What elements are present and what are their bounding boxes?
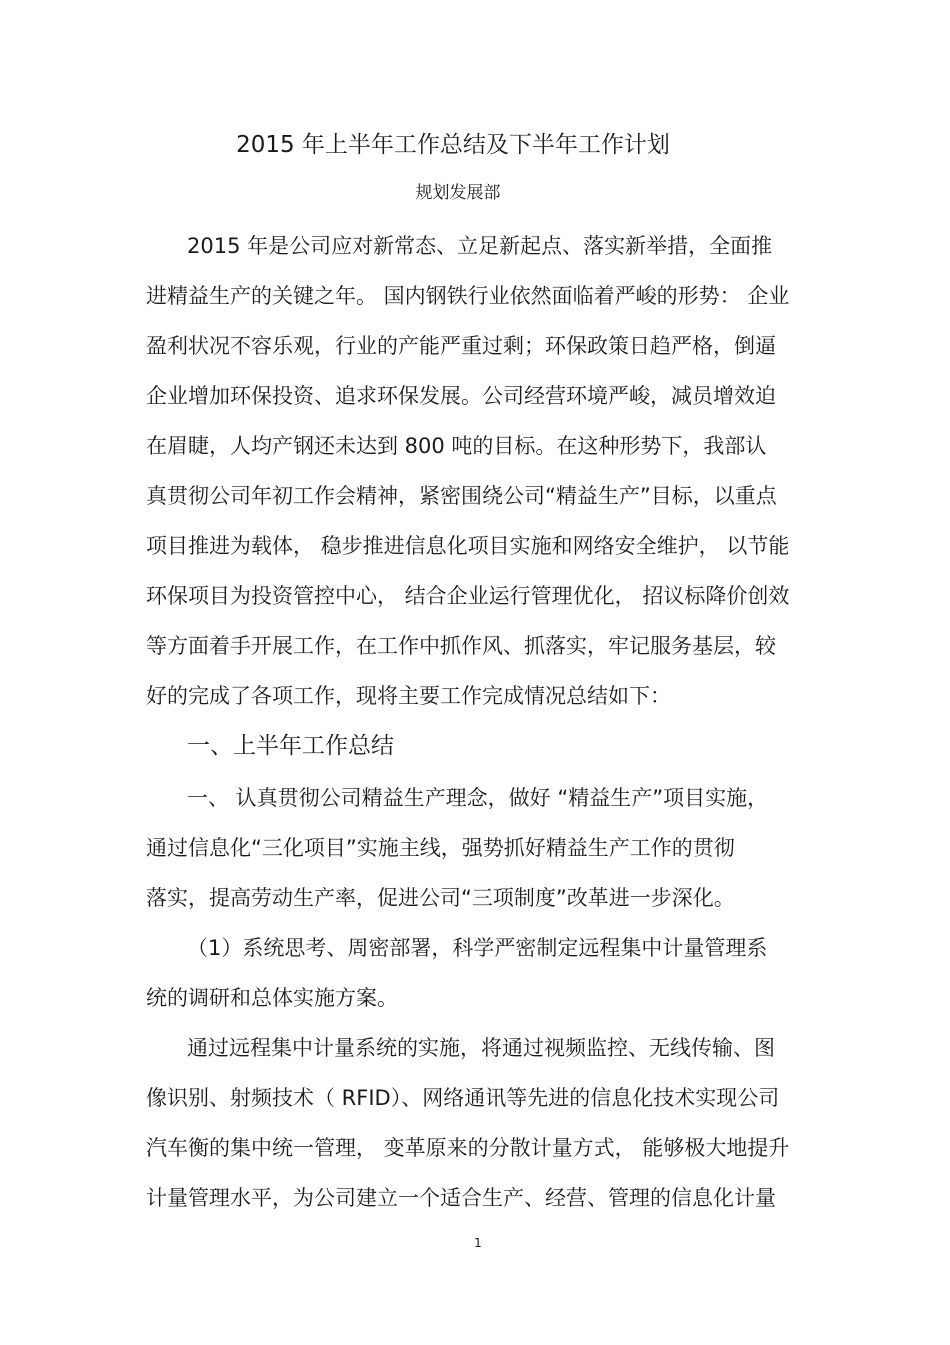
body-line-16: 通过远程集中计量系统的实施，将通过视频监控、无线传输、图	[187, 1036, 775, 1060]
body-line-13: 落实，提高劳动生产率，促进公司“三项制度”改革进一步深化。	[146, 886, 735, 910]
body-line-14: （1）系统思考、周密部署，科学严密制定远程集中计量管理系	[187, 936, 768, 960]
body-line-9: 等方面着手开展工作，在工作中抓作风、抓落实，牢记服务基层，较	[146, 634, 776, 658]
body-line-2: 进精益生产的关键之年。 国内钢铁行业依然面临着严峻的形势： 企业	[146, 284, 790, 308]
body-line-19: 计量管理水平，为公司建立一个适合生产、经营、管理的信息化计量	[146, 1186, 776, 1210]
body-line-11: 一、 认真贯彻公司精益生产理念，做好 “精益生产”项目实施，	[187, 786, 769, 810]
body-line-17: 像识别、射频技术（ RFID）、网络通讯等先进的信息化技术实现公司	[146, 1086, 780, 1110]
body-line-18: 汽车衡的集中统一管理， 变革原来的分散计量方式， 能够极大地提升	[146, 1136, 790, 1160]
body-line-8: 环保项目为投资管控中心， 结合企业运行管理优化， 招议标降价创效	[146, 584, 790, 608]
body-line-12: 通过信息化“三化项目”实施主线，强势抓好精益生产工作的贯彻	[146, 836, 735, 860]
body-line-3: 盈利状况不容乐观，行业的产能严重过剩；环保政策日趋严格，倒逼	[146, 334, 776, 358]
body-line-7: 项目推进为载体， 稳步推进信息化项目实施和网络安全维护， 以节能	[146, 534, 790, 558]
section-heading: 一、上半年工作总结	[187, 733, 394, 759]
document-title: 2015 年上半年工作总结及下半年工作计划	[236, 132, 670, 158]
body-line-4: 企业增加环保投资、追求环保发展。公司经营环境严峻，减员增效迫	[146, 384, 776, 408]
department-name: 规划发展部	[415, 183, 501, 203]
body-line-15: 统的调研和总体实施方案。	[146, 986, 398, 1010]
body-line-1: 2015 年是公司应对新常态、立足新起点、落实新举措，全面推	[187, 234, 773, 258]
body-line-10: 好的完成了各项工作，现将主要工作完成情况总结如下：	[146, 684, 671, 708]
body-line-6: 真贯彻公司年初工作会精神，紧密围绕公司“精益生产”目标，以重点	[146, 484, 777, 508]
body-line-5: 在眉睫，人均产钢还未达到 800 吨的目标。在这种形势下，我部认	[146, 434, 767, 458]
page-number: 1	[474, 1236, 482, 1250]
